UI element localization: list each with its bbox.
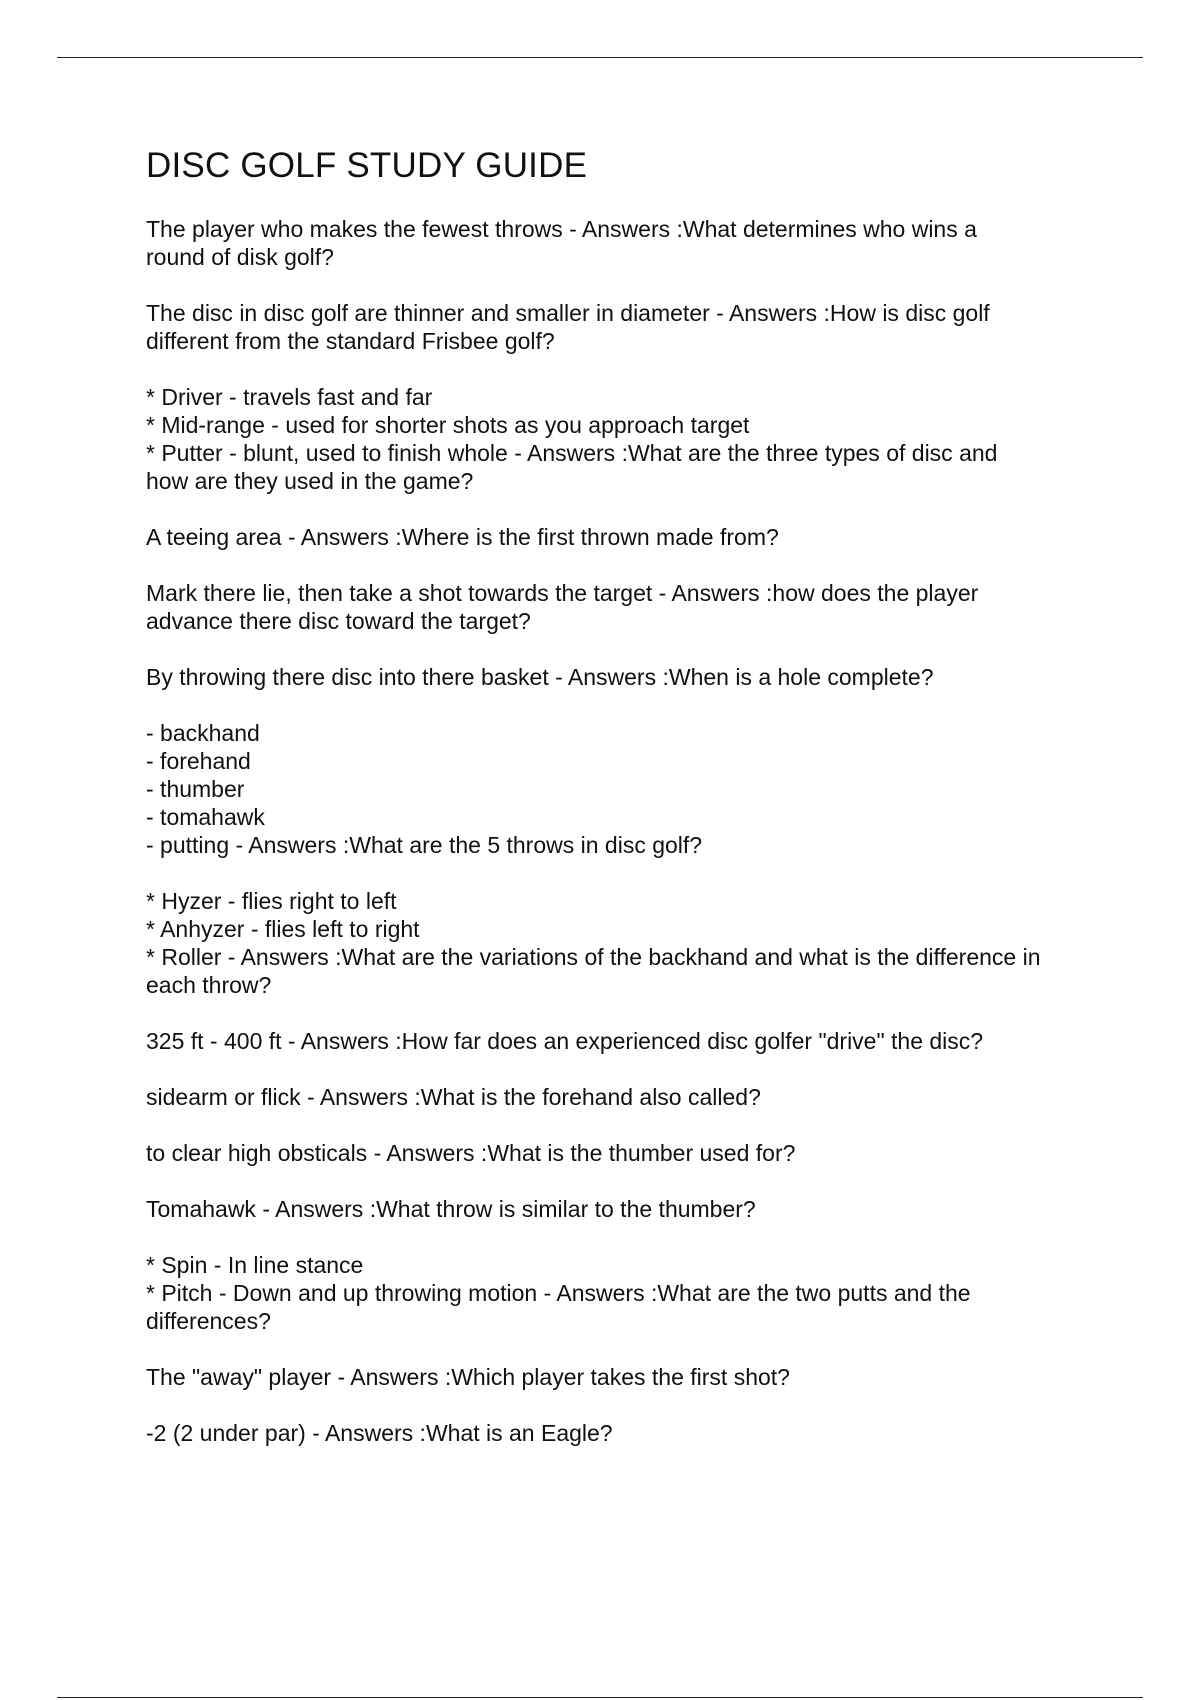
qa-entry (146, 1251, 1106, 1335)
qa-line: - putting - Answers :What are the 5 throws in disc golf? (146, 832, 703, 858)
qa-line: * Pitch - Down and up throwing motion - Answers :What are the two putts and the (146, 1280, 971, 1306)
qa-entry (146, 1083, 1106, 1111)
qa-line: Tomahawk - Answers :What throw is similar to the thumber? (146, 1196, 756, 1222)
qa-line: - thumber (146, 776, 245, 802)
qa-entry (146, 299, 1106, 355)
qa-line: - tomahawk (146, 804, 265, 830)
qa-line: * Spin - In line stance (146, 1252, 364, 1278)
qa-line: * Hyzer - flies right to left (146, 888, 397, 914)
qa-entry (146, 1363, 1106, 1391)
qa-line: each throw? (146, 972, 272, 998)
top-divider (57, 57, 1143, 58)
qa-line: round of disk golf? (146, 244, 334, 270)
qa-line: The "away" player - Answers :Which player takes the first shot? (146, 1364, 790, 1390)
qa-line: 325 ft - 400 ft - Answers :How far does an experienced disc golfer "drive" the disc? (146, 1028, 984, 1054)
qa-line: - forehand (146, 748, 251, 774)
qa-line: * Driver - travels fast and far (146, 384, 433, 410)
qa-entry (146, 215, 1106, 271)
qa-line: Mark there lie, then take a shot towards the target - Answers :how does the player (146, 580, 979, 606)
qa-entry (146, 719, 1106, 859)
qa-entry (146, 523, 1106, 551)
qa-entry (146, 1195, 1106, 1223)
qa-line: how are they used in the game? (146, 468, 474, 494)
qa-entry (146, 383, 1106, 495)
document-body (146, 140, 1106, 1475)
qa-line: * Mid-range - used for shorter shots as you approach target (146, 412, 750, 438)
qa-line: A teeing area - Answers :Where is the first thrown made from? (146, 524, 779, 550)
qa-line: sidearm or flick - Answers :What is the forehand also called? (146, 1084, 761, 1110)
qa-entry (146, 663, 1106, 691)
qa-line: to clear high obsticals - Answers :What is the thumber used for? (146, 1140, 796, 1166)
qa-line: differences? (146, 1308, 271, 1334)
document-title: DISC GOLF STUDY GUIDE (146, 146, 588, 185)
qa-entry (146, 887, 1106, 999)
qa-line: different from the standard Frisbee golf? (146, 328, 555, 354)
qa-entry (146, 1419, 1106, 1447)
bottom-divider (57, 1697, 1143, 1698)
qa-line: The disc in disc golf are thinner and smaller in diameter - Answers :How is disc golf (146, 300, 990, 326)
qa-entry (146, 579, 1106, 635)
qa-entry (146, 1139, 1106, 1167)
qa-line: -2 (2 under par) - Answers :What is an Eagle? (146, 1420, 613, 1446)
qa-entry (146, 1027, 1106, 1055)
qa-line: * Roller - Answers :What are the variations of the backhand and what is the difference in (146, 944, 1041, 970)
qa-line: * Putter - blunt, used to finish whole - Answers :What are the three types of disc and (146, 440, 998, 466)
qa-line: - backhand (146, 720, 260, 746)
qa-line: By throwing there disc into there basket - Answers :When is a hole complete? (146, 664, 934, 690)
qa-line: * Anhyzer - flies left to right (146, 916, 420, 942)
qa-line: The player who makes the fewest throws - Answers :What determines who wins a (146, 216, 977, 242)
qa-list (146, 215, 1106, 1447)
qa-line: advance there disc toward the target? (146, 608, 531, 634)
